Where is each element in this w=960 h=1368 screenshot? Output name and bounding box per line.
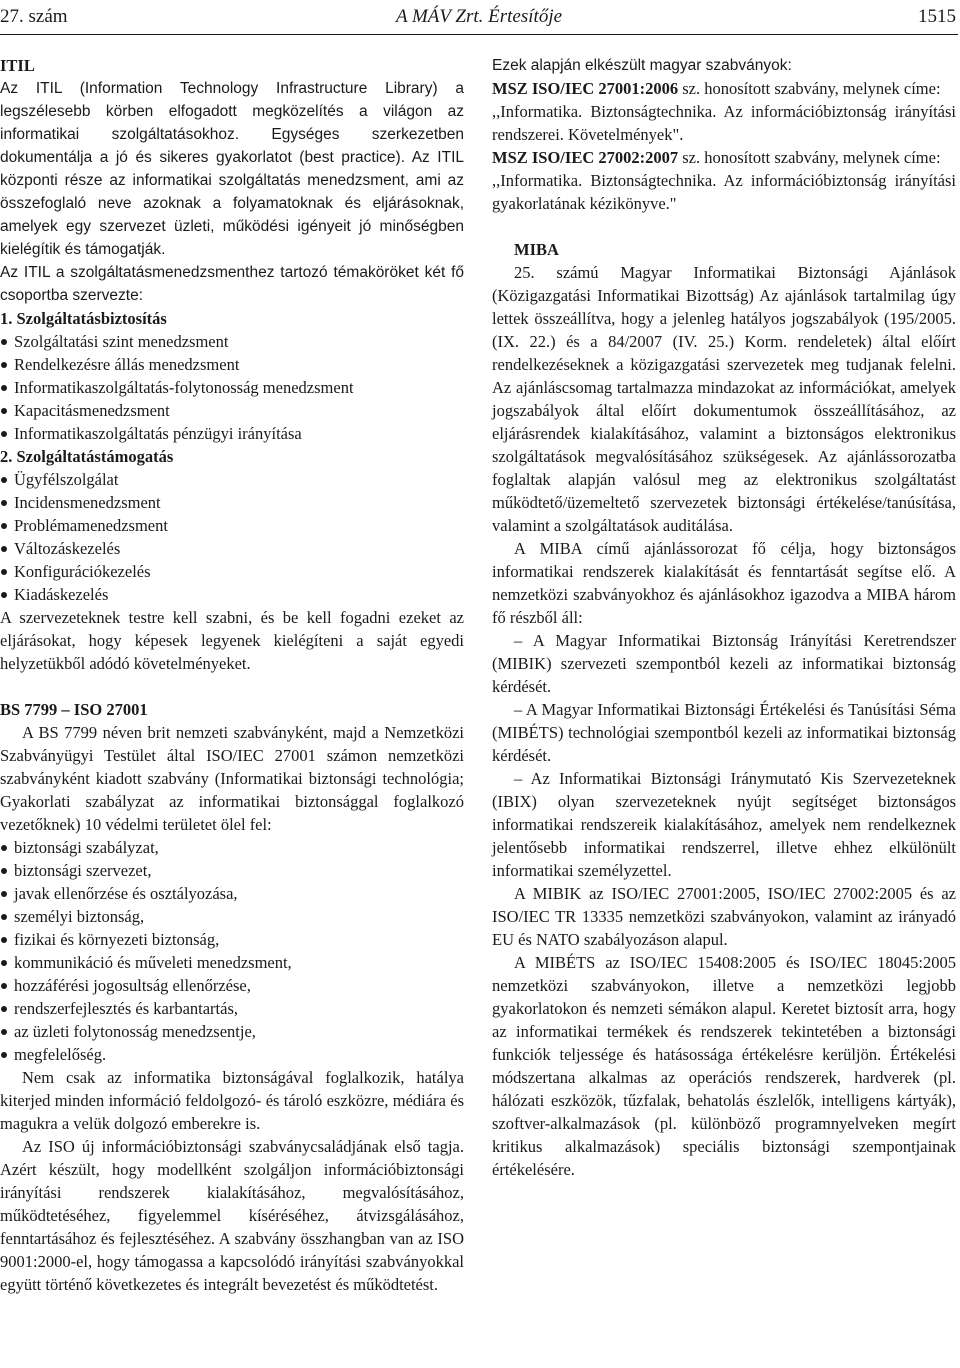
header-rule (0, 34, 958, 35)
page-number: 1515 (918, 6, 956, 27)
list-item: javak ellenőrzése és osztályozása, (0, 882, 464, 905)
miba-dash-3: – Az Informatikai Biztonsági Iránymutató Kis Szervezeteknek (IBIX) olyan szervezeteknek nyújt segítséget biztonságos informatikai rendszereik kialakításához, amelyek nem rendelkeznek jelentősebb informatikai rendszerrel, illetve ehhez elkülönült informatikai személyzettel. (492, 769, 956, 880)
bs-paragraph-1: Nem csak az informatika biztonságával foglalkozik, hatálya kiterjed minden információ feldolgozó- és tároló eszközre, médiára és magukra a velük dolgozó emberekre is. (0, 1068, 464, 1133)
bullet-icon (1, 983, 7, 989)
list-item: Incidensmenedzsment (0, 491, 464, 514)
list-item: Konfigurációkezelés (0, 560, 464, 583)
miba-dash-2: – A Magyar Informatikai Biztonsági Értékelési és Tanúsítási Séma (MIBÉTS) technológiai szempontból kezeli az informatikai biztonság kérdését. (492, 700, 956, 765)
list-item: megfelelőség. (0, 1043, 464, 1066)
itil-heading: ITIL (0, 56, 35, 75)
bullet-icon (1, 546, 7, 552)
group2-list (0, 468, 464, 606)
bullet-icon (1, 477, 7, 483)
bs-paragraph-2: Az ISO új információbiztonsági szabványcsaládjának első tagja. Azért készült, hogy modellként szolgáljon információbiztonsági irányítási rendszerek kialakításához, megvalósításához, működtetéséhez, figyelemmel kíséréséhez, átvizsgálásához, fenntartásához és fejlesztéséhez. A szabvány összhangban van az ISO 9001:2000-el, hogy támogassa a kapcsolódó irányítási szabványokkal együtt történő következetes és integrált bevezetést és működtetést. (0, 1137, 464, 1294)
issue-number: 27. szám (0, 6, 68, 27)
miba-paragraph-2: A MIBA című ajánlássorozat fő célja, hogy biztonságos informatikai rendszerek kialakítását és fenntartását segítse elő. A nemzetközi szabványokhoz és ajánlásokhoz igazodva a MIBA három fő részből áll: (492, 539, 956, 627)
list-item: Ügyfélszolgálat (0, 468, 464, 491)
list-item: hozzáférési jogosultság ellenőrzése, (0, 974, 464, 997)
standards-intro: Ezek alapján elkészült magyar szabványok: (492, 57, 792, 74)
bullet-icon (1, 845, 7, 851)
group1-list (0, 330, 464, 445)
standard-2-code: MSZ ISO/IEC 27002:2007 (492, 148, 679, 167)
list-item: Kiadáskezelés (0, 583, 464, 606)
publication-title: A MÁV Zrt. Értesítője (395, 6, 563, 27)
group1-heading: 1. Szolgáltatásbiztosítás (0, 309, 167, 328)
miba-paragraph-4: A MIBÉTS az ISO/IEC 15408:2005 és ISO/IEC 18045:2005 nemzetközi szabványokon, illetve a nemzetközi legjobb gyakorlatokon és nemzeti sémákon alapul. Keretet biztosít arra, hogy az informatikai termékek és rendszerek tekintetében a biztonsági funkciók teljessége és hatásossága értékelésre kerüljön. Értékelési módszertana alkalmas az operációs rendszerek, hardverek (pl. hálózati eszközök, tűzfalak, behatolás észlelők, intelligens kártyák), szoftver-alkalmazások (pl. különböző programnyelveken megírt kritikus alkalmazások) speciális biztonsági szempontjainak értékelésére. (492, 953, 956, 1179)
bullet-icon (1, 937, 7, 943)
list-item: rendszerfejlesztés és karbantartás, (0, 997, 464, 1020)
list-item: Szolgáltatási szint menedzsment (0, 330, 464, 353)
miba-heading: MIBA (514, 240, 559, 259)
bullet-icon (1, 385, 7, 391)
bullet-icon (1, 914, 7, 920)
bullet-icon (1, 1006, 7, 1012)
standard-1-title: ,,Informatika. Biztonságtechnika. Az információbiztonság irányítási rendszerei. Követelmények". (492, 102, 956, 144)
itil-intro-a: Az ITIL (Information Technology Infrastructure Library) a legszélesebb körben elfogadott megközelítés a világon az informatikai szolgáltatásokhoz. Egységes szerkezetben dokumentálja a jó és sikeres gyakorlatot (best practice). (0, 80, 464, 166)
bullet-icon (1, 362, 7, 368)
list-item: az üzleti folytonosság menedzsentje, (0, 1020, 464, 1043)
standard-1-code: MSZ ISO/IEC 27001:2006 (492, 79, 679, 98)
miba-paragraph-3: A MIBIK az ISO/IEC 27001:2005, ISO/IEC 27002:2005 és az ISO/IEC TR 13335 nemzetközi szabványokon, valamint az irányadó EU és NATO szabályozáson alapul. (492, 884, 956, 949)
right-column (492, 54, 956, 1181)
list-item: Informatikaszolgáltatás-folytonosság menedzsment (0, 376, 464, 399)
group2-heading: 2. Szolgáltatástámogatás (0, 447, 174, 466)
list-item: biztonsági szervezet, (0, 859, 464, 882)
itil-intro (0, 77, 464, 261)
bullet-icon (1, 569, 7, 575)
standard-1-rest: sz. honosított szabvány, melynek címe: (678, 79, 941, 98)
bullet-icon (1, 891, 7, 897)
bs-list (0, 836, 464, 1066)
bullet-icon (1, 960, 7, 966)
bullet-icon (1, 1029, 7, 1035)
itil-outro: A szervezeteknek testre kell szabni, és be kell fogadni ezeket az eljárásokat, hogy képesek legyenek kielégíteni a saját egyedi helyzetükből adódó követelményeket. (0, 608, 464, 673)
miba-paragraph-1: 25. számú Magyar Informatikai Biztonsági Ajánlások (Közigazgatási Informatikai Bizottság) Az ajánlások tartalmilag úgy lettek összeállítva, hogy a jelenleg hatályos jogszabályok (195/2005. (IX. 22.) és a 84/2007 (IV. 25.) Korm. rendeletek) által előírt rendelkezéseknek a közigazgatási szervezetek meg tudjanak felelni. Az ajánláscsomag tartalmazza mindazokat az információkat, amelyek jogszabályok által előírt dokumentumok összeállításához, az eljárásrendek kialakításához, valamint a biztonságos elektronikus szolgáltatások megvalósításához szükségesek. Az ajánlássorozatba foglaltak alapján valósul meg az elektronikus szolgáltatást működtető/üzemeltető szervezetek biztonsági értékelése/tanúsítása, valamint a szolgáltatások auditálása. (492, 263, 956, 535)
list-item: Változáskezelés (0, 537, 464, 560)
list-item: Rendelkezésre állás menedzsment (0, 353, 464, 376)
standard-2 (492, 146, 956, 169)
standard-2-rest: sz. honosított szabvány, melynek címe: (678, 148, 941, 167)
miba-dash-1: – A Magyar Informatikai Biztonság Irányítási Keretrendszer (MIBIK) szervezeti szempontból kezeli az informatikai biztonság kérdését. (492, 631, 956, 696)
bullet-icon (1, 1052, 7, 1058)
bullet-icon (1, 592, 7, 598)
list-item: Problémamenedzsment (0, 514, 464, 537)
bullet-icon (1, 431, 7, 437)
list-item: személyi biztonság, (0, 905, 464, 928)
standard-2-title: ,,Informatika. Biztonságtechnika. Az információbiztonság irányítási gyakorlatának kézikönyve." (492, 171, 956, 213)
bullet-icon (1, 408, 7, 414)
left-column (0, 54, 464, 1296)
list-item: kommunikáció és műveleti menedzsment, (0, 951, 464, 974)
standard-1 (492, 77, 956, 100)
list-item: biztonsági szabályzat, (0, 836, 464, 859)
bullet-icon (1, 500, 7, 506)
bs-heading: BS 7799 – ISO 27001 (0, 700, 148, 719)
list-item: Kapacitásmenedzsment (0, 399, 464, 422)
itil-intro-b: Az ITIL központi része az informatikai szolgáltatás menedzsment, ami az összefoglaló neve azoknak a folyamatoknak és eljárásoknak, amelyek egy szervezet üzleti, működési igényeit jó minőségben kielégítik és támogatják. (0, 149, 464, 258)
bullet-icon (1, 339, 7, 345)
bullet-icon (1, 868, 7, 874)
bullet-icon (1, 523, 7, 529)
bs-intro: A BS 7799 néven brit nemzeti szabványként, majd a Nemzetközi Szabványügyi Testület által ISO/IEC 27001 számon nemzetközi szabványként kiadott szabvány (Informatikai biztonsági technológia; Gyakorlati szabályzat az informatikai biztonsággal foglalkozó vezetőknek) 10 védelmi területet ölel fel: (0, 723, 464, 834)
page-header (0, 6, 958, 34)
list-item: fizikai és környezeti biztonság, (0, 928, 464, 951)
itil-intro-c: Az ITIL a szolgáltatásmenedzsmenthez tartozó témaköröket két fő csoportba szervezte: (0, 264, 464, 304)
list-item: Informatikaszolgáltatás pénzügyi irányítása (0, 422, 464, 445)
